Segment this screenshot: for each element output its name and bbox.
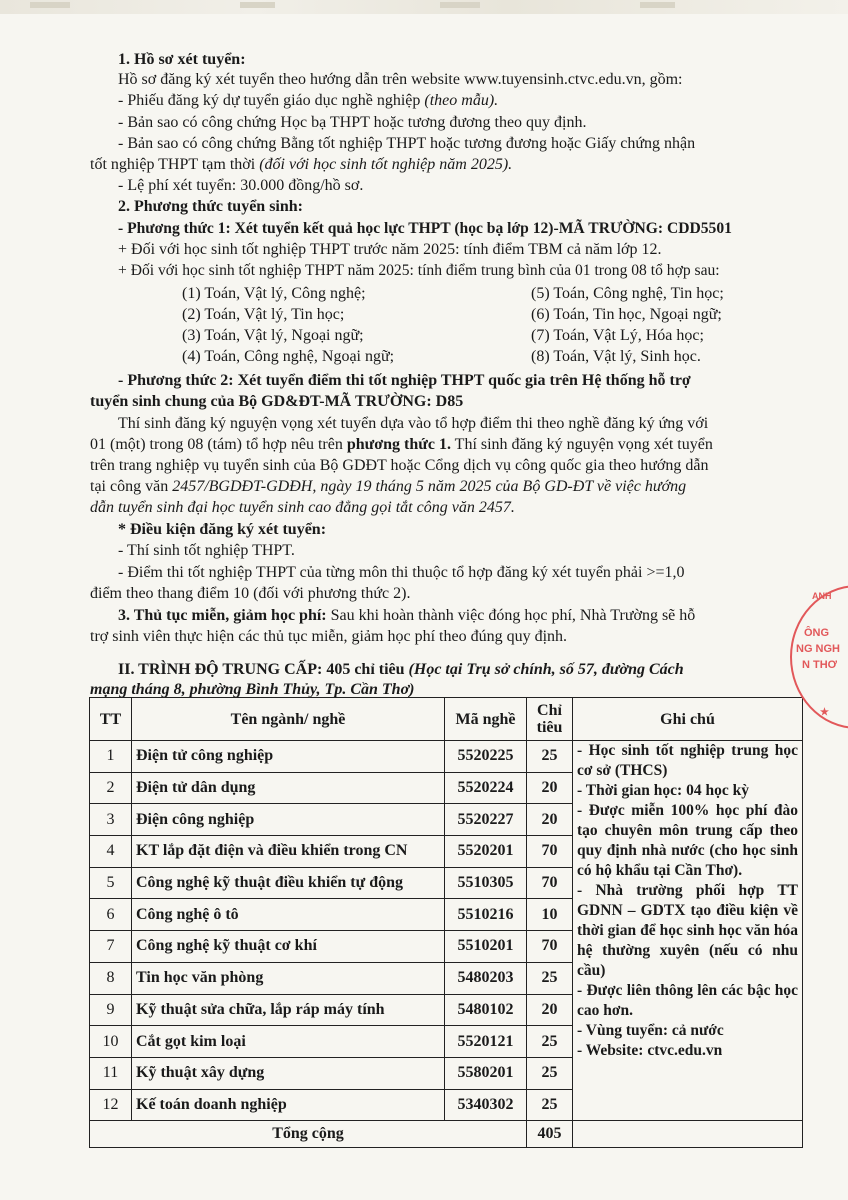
row-code: 5480203 (445, 962, 527, 994)
note-item: - Vùng tuyển: cả nước (577, 1022, 724, 1039)
row-tt: 11 (90, 1057, 132, 1089)
section2-heading: 2. Phương thức tuyển sinh: (118, 198, 303, 215)
p1-line3: trên trang nghiệp vụ tuyển sinh của Bộ GDĐT hoặc Cổng dịch vụ công quốc gia theo hướng dẫn (90, 457, 709, 474)
row-quota: 70 (527, 836, 573, 868)
section-ii-location-line2: mạng tháng 8, phường Bình Thủy, Tp. Cần Thơ) (90, 681, 415, 698)
header-note: Ghi chú (573, 698, 803, 741)
section3-line1 (118, 606, 695, 626)
star-icon: ★ (820, 707, 829, 718)
combo-item: (8) Toán, Vật lý, Sinh học. (531, 348, 701, 365)
p1-line2-rest: Thí sinh đăng ký nguyện vọng xét tuyển (450, 436, 713, 453)
row-code: 5520227 (445, 804, 527, 836)
note-item: - Học sinh tốt nghiệp trung học cơ sở (THCS) (577, 742, 798, 779)
row-tt: 2 (90, 772, 132, 804)
header-tt: TT (90, 698, 132, 741)
row-quota: 25 (527, 1089, 573, 1121)
scan-mark (240, 2, 275, 8)
section1-heading: 1. Hồ sơ xét tuyển: (118, 51, 246, 68)
row-name: Công nghệ ô tô (132, 899, 445, 931)
combo-item: (3) Toán, Vật lý, Ngoại ngữ; (182, 327, 364, 344)
total-label: Tổng cộng (90, 1121, 527, 1148)
row-tt: 1 (90, 741, 132, 773)
note-item: - Được liên thông lên các bậc học cao hơn. (577, 982, 798, 1019)
row-code: 5510216 (445, 899, 527, 931)
row-code: 5520225 (445, 741, 527, 773)
row-name: Công nghệ kỹ thuật cơ khí (132, 931, 445, 963)
p1-line2 (90, 435, 713, 455)
table-header-row (90, 698, 803, 741)
section1-item4: - Lệ phí xét tuyển: 30.000 đồng/hồ sơ. (118, 177, 364, 194)
section1-item1 (118, 91, 498, 111)
row-tt: 6 (90, 899, 132, 931)
row-quota: 25 (527, 741, 573, 773)
p1-line1: Thí sinh đăng ký nguyện vọng xét tuyển dựa vào tổ hợp điểm thi theo nghề đăng ký ứng với (118, 415, 709, 432)
row-tt: 9 (90, 994, 132, 1026)
condition-2-line2: điểm theo thang điểm 10 (đối với phương thức 2). (90, 585, 411, 602)
method2-line2: tuyển sinh chung của Bộ GD&ĐT-MÃ TRƯỜNG: D85 (90, 393, 464, 410)
row-tt: 5 (90, 867, 132, 899)
combo-item: (2) Toán, Vật lý, Tin học; (182, 306, 345, 323)
row-tt: 8 (90, 962, 132, 994)
scan-mark (440, 2, 480, 8)
row-name: Tin học văn phòng (132, 962, 445, 994)
p1-line4 (90, 477, 686, 497)
official-stamp (790, 585, 848, 725)
item3-text: tốt nghiệp THPT tạm thời (90, 156, 260, 173)
stamp-text: N THƠ (802, 659, 838, 671)
p1-line2-text: 01 (một) trong 08 (tám) tổ hợp nêu trên (90, 436, 347, 453)
programs-table (89, 697, 803, 1148)
row-quota: 20 (527, 804, 573, 836)
row-name: Kế toán doanh nghiệp (132, 1089, 445, 1121)
note-item: - Nhà trường phối hợp TT GDNN – GDTX tạo điều kiện về thời gian để học sinh học văn hóa hệ thường xuyên (nếu có nhu cầu) (577, 882, 798, 979)
note-item: - Được miễn 100% học phí đào tạo chuyên môn trung cấp theo quy định nhà nước (cho học sinh có hộ khẩu tại Cần Thơ). (577, 802, 798, 879)
condition-1: - Thí sinh tốt nghiệp THPT. (118, 542, 295, 559)
row-name: Điện tử dân dụng (132, 772, 445, 804)
row-quota: 25 (527, 1057, 573, 1089)
p1-line2-bold: phương thức 1. (346, 436, 451, 453)
combo-item: (6) Toán, Tin học, Ngoại ngữ; (531, 306, 722, 323)
stamp-text: ANH (812, 591, 832, 601)
row-quota: 25 (527, 1026, 573, 1058)
item1-text: - Phiếu đăng ký dự tuyển giáo dục nghề nghiệp (118, 92, 425, 109)
notes-cell (573, 741, 803, 1121)
header-name: Tên ngành/ nghề (132, 698, 445, 741)
row-quota: 70 (527, 931, 573, 963)
row-name: Cắt gọt kim loại (132, 1026, 445, 1058)
stamp-ring (790, 585, 848, 729)
section3-line2: trợ sinh viên thực hiện các thủ tục miễn, giảm học phí theo đúng quy định. (90, 628, 568, 645)
row-tt: 12 (90, 1089, 132, 1121)
row-name: Điện công nghiệp (132, 804, 445, 836)
combo-item: (1) Toán, Vật lý, Công nghệ; (182, 285, 366, 302)
item3-italic: (đối với học sinh tốt nghiệp năm 2025). (259, 156, 513, 173)
section3-text: Sau khi hoàn thành việc đóng học phí, Nhà Trường sẽ hỗ (326, 607, 696, 624)
conditions-heading: * Điều kiện đăng ký xét tuyển: (118, 521, 327, 538)
row-quota: 25 (527, 962, 573, 994)
row-name: Kỹ thuật sửa chữa, lắp ráp máy tính (132, 994, 445, 1026)
row-tt: 10 (90, 1026, 132, 1058)
p1-line4-italic: 2457/BGDĐT-GDĐH, ngày 19 tháng 5 năm 2025 của Bộ GD-ĐT về việc hướng (172, 478, 687, 495)
section1-item2: - Bản sao có công chứng Học bạ THPT hoặc tương đương theo quy định. (118, 114, 587, 131)
p1-line4-text: tại công văn (90, 478, 173, 495)
section1-item3-line1: - Bản sao có công chứng Bằng tốt nghiệp THPT hoặc tương đương hoặc Giấy chứng nhận (118, 135, 696, 152)
section1-intro: Hồ sơ đăng ký xét tuyển theo hướng dẫn trên website www.tuyensinh.ctvc.edu.vn, gồm: (118, 71, 683, 88)
row-quota: 70 (527, 867, 573, 899)
method2-line1: - Phương thức 2: Xét tuyển điểm thi tốt nghiệp THPT quốc gia trên Hệ thống hỗ trợ (118, 372, 691, 389)
row-code: 5510305 (445, 867, 527, 899)
row-name: Kỹ thuật xây dựng (132, 1057, 445, 1089)
row-quota: 10 (527, 899, 573, 931)
method1-a: + Đối với học sinh tốt nghiệp THPT trước năm 2025: tính điểm TBM cả năm lớp 12. (118, 241, 662, 258)
section1-item3-line2 (90, 155, 512, 175)
method1-title: - Phương thức 1: Xét tuyển kết quả học lực THPT (học bạ lớp 12)-MÃ TRƯỜNG: CDD5501 (118, 220, 732, 237)
table-total-row (90, 1121, 803, 1148)
section-ii-heading (118, 660, 684, 680)
row-code: 5480102 (445, 994, 527, 1026)
header-code: Mã nghề (445, 698, 527, 741)
header-quota (527, 698, 573, 741)
section-ii-location: (Học tại Trụ sở chính, số 57, đường Cách (408, 661, 684, 678)
total-value: 405 (527, 1121, 573, 1148)
section3-heading: 3. Thủ tục miễn, giảm học phí: (118, 607, 327, 624)
row-tt: 3 (90, 804, 132, 836)
row-quota: 20 (527, 994, 573, 1026)
total-empty (573, 1121, 803, 1148)
row-name: Công nghệ kỹ thuật điều khiển tự động (132, 867, 445, 899)
row-code: 5520121 (445, 1026, 527, 1058)
header-quota-1: Chỉ (537, 702, 562, 719)
row-code: 5340302 (445, 1089, 527, 1121)
row-code: 5520201 (445, 836, 527, 868)
header-quota-2: tiêu (536, 719, 563, 736)
combo-item: (4) Toán, Công nghệ, Ngoại ngữ; (182, 348, 395, 365)
method1-b: + Đối với học sinh tốt nghiệp THPT năm 2025: tính điểm trung bình của 01 trong 08 tổ hợp sau: (118, 262, 720, 279)
row-name: KT lắp đặt điện và điều khiển trong CN (132, 836, 445, 868)
section-ii-title: II. TRÌNH ĐỘ TRUNG CẤP: 405 chỉ tiêu (118, 661, 409, 678)
row-name: Điện tử công nghiệp (132, 741, 445, 773)
combo-item: (5) Toán, Công nghệ, Tin học; (531, 285, 724, 302)
row-quota: 20 (527, 772, 573, 804)
note-item: - Thời gian học: 04 học kỳ (577, 782, 749, 799)
row-tt: 7 (90, 931, 132, 963)
scan-mark (640, 2, 675, 8)
scan-top-band (0, 0, 848, 14)
row-code: 5510201 (445, 931, 527, 963)
stamp-text: ÔNG (804, 627, 830, 639)
p1-line5: dẫn tuyển sinh đại học tuyển sinh cao đẳng gọi tắt công văn 2457. (90, 499, 515, 516)
note-item: - Website: ctvc.edu.vn (577, 1042, 723, 1059)
stamp-text: NG NGH (796, 643, 840, 655)
condition-2-line1: - Điểm thi tốt nghiệp THPT của từng môn thi thuộc tổ hợp đăng ký xét tuyển phải >=1,0 (118, 564, 685, 581)
row-code: 5580201 (445, 1057, 527, 1089)
row-code: 5520224 (445, 772, 527, 804)
scan-mark (30, 2, 70, 8)
combo-item: (7) Toán, Vật Lý, Hóa học; (531, 327, 704, 344)
table-row (90, 741, 803, 773)
item1-italic: (theo mẫu). (424, 92, 499, 109)
row-tt: 4 (90, 836, 132, 868)
